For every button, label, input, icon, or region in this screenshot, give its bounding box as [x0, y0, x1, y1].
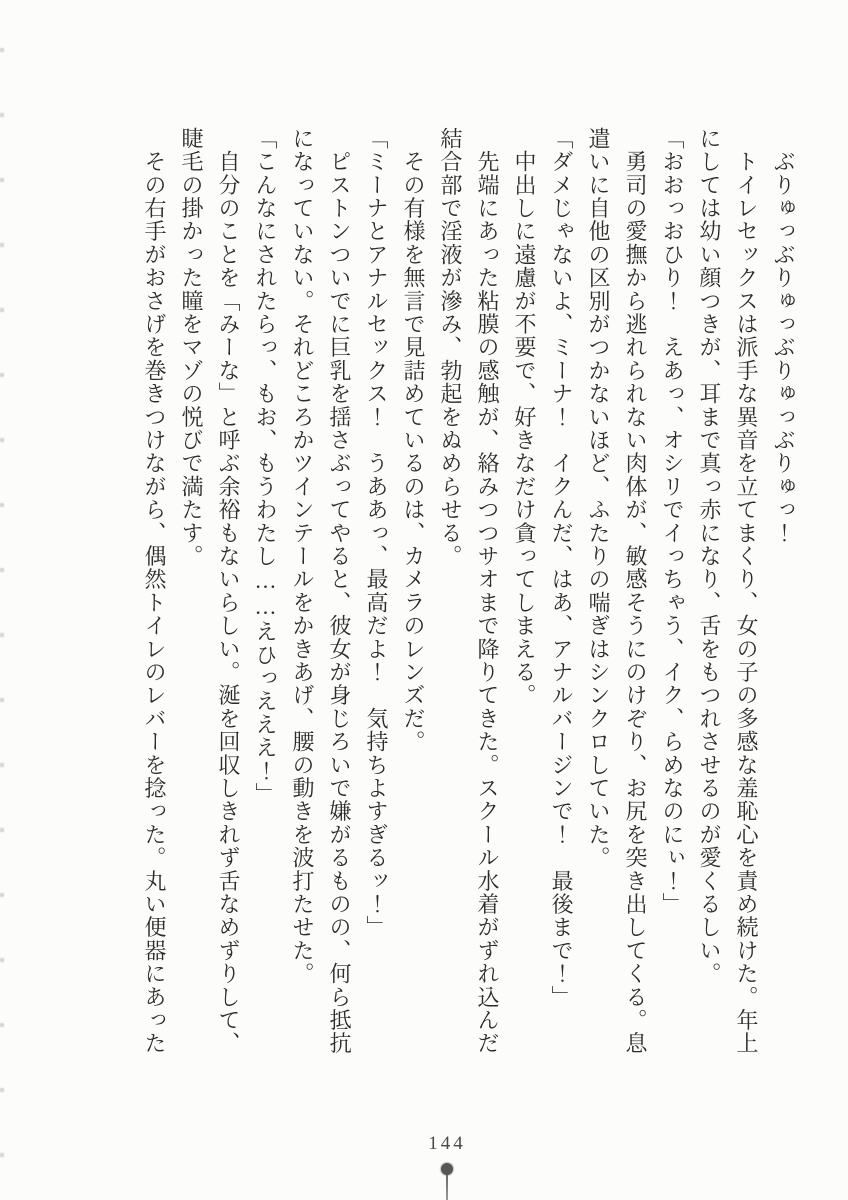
binding-dot-mark	[441, 1163, 453, 1175]
text-column: 勇司の愛撫から逃れられない肉体が、敏感そうにのけぞり、お尻を突き出してくる。息	[623, 127, 648, 1055]
text-column: 自分のことを「みーな」と呼ぶ余裕もないらしい。涎を回収しきれず舌なめずりして、	[216, 127, 241, 1055]
text-column: その有様を無言で見詰めているのは、カメラのレンズだ。	[401, 127, 426, 754]
text-column: 中出しに遠慮が不要で、好きなだけ貪ってしまえる。	[512, 127, 537, 707]
text-column: 先端にあった粘膜の感触が、絡みつつサオまで降りてきた。スクール水着がずれ込んだ	[475, 127, 500, 1055]
text-column: 睫毛の掛かった瞳をマゾの悦びで満たす。	[179, 127, 204, 568]
text-column: 「ミーナとアナルセックス！ うああっ、最高だよ！ 気持ちよすぎるッ！」	[364, 127, 389, 939]
text-column: 結合部で淫液が滲み、勃起をぬめらせる。	[438, 127, 463, 568]
text-column: 遣いに自他の区別がつかないほど、ふたりの喘ぎはシンクロしていた。	[586, 127, 611, 870]
text-column: になっていない。それどころかツインテールをかきあげ、腰の動きを波打たせた。	[290, 127, 315, 986]
text-column: ピストンついでに巨乳を揺さぶってやると、彼女が身じろいで嫌がるものの、何ら抵抗	[327, 127, 352, 1055]
page-edge-artifacts	[0, 20, 4, 1190]
text-column: にしては幼い顔つきが、耳まで真っ赤になり、舌をもつれさせるのが愛くるしい。	[697, 127, 722, 986]
binding-line-mark	[446, 1175, 448, 1200]
text-column: その右手がおさげを巻きつけながら、偶然トイレのレバーを捻った。丸い便器にあった	[142, 127, 167, 1055]
page-number: 144	[428, 1133, 466, 1154]
text-column: 「ダメじゃないよ、ミーナ！ イクんだ、はあ、アナルバージンで！ 最後まで！」	[549, 127, 574, 1009]
text-column: 「こんなにされたらっ、もお、もうわたし……えひっえええ！」	[253, 127, 278, 806]
text-column: トイレセックスは派手な異音を立てまくり、女の子の多感な羞恥心を責め続けた。年上	[734, 127, 759, 1055]
text-column: ぶりゅっぶりゅっぶりゅっぶりゅっ！	[771, 127, 796, 545]
text-column: 「おおっおひり！ えあっ、オシリでイっちゃう、イク、らめなのにぃ！」	[660, 127, 685, 916]
body-text	[136, 127, 802, 1067]
